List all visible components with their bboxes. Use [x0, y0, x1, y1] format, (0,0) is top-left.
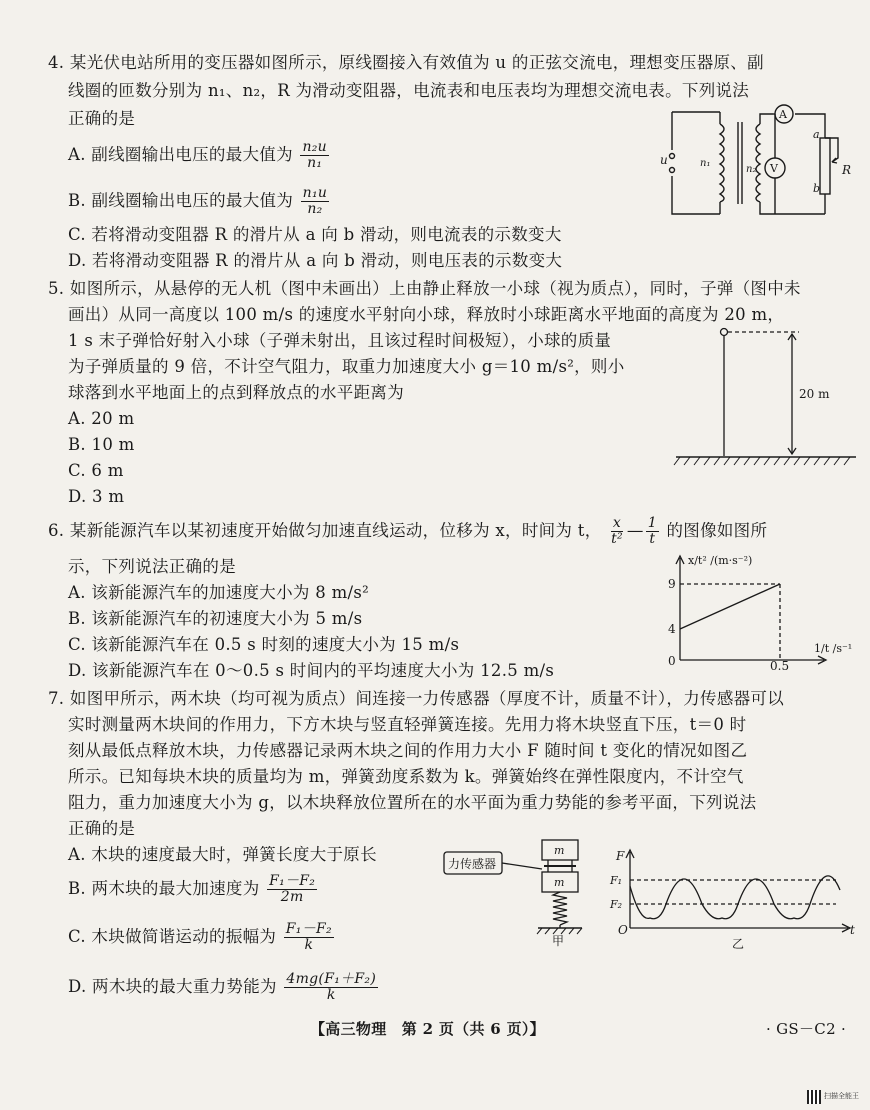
- q5-stem-line3: 1 s 末子弹恰好射入小球（子弹未射出，且该过程时间极短），小球的质量: [68, 331, 612, 350]
- q4-fig-n2-label: n₂: [746, 164, 757, 175]
- q6-fig-y4: 4: [668, 622, 676, 636]
- q7-fig-t-axis: t: [850, 923, 855, 937]
- q4-fig-voltmeter-label: V: [770, 162, 778, 175]
- q6-option-c: C. 该新能源汽车在 0.5 s 时刻的速度大小为 15 m/s: [68, 635, 460, 654]
- q7-option-c-num: F₁－F₂: [285, 921, 332, 937]
- scanner-watermark: 扫描全能王: [824, 1092, 859, 1100]
- q6-frac-x-t2-den: t²: [611, 531, 623, 547]
- scanner-qr-icon: [807, 1090, 821, 1104]
- q4-fig-ammeter-label: A: [779, 108, 787, 121]
- q6-frac-1-t: [646, 516, 659, 547]
- q7-option-d-den: k: [326, 987, 336, 1003]
- q7-stem-line4: 所示。已知每块木块的质量均为 m，弹簧劲度系数为 k。弹簧始终在弹性限度内，不计空气: [68, 767, 744, 786]
- q7-fig-yi-label: 乙: [732, 937, 745, 951]
- q6-dash: —: [626, 521, 644, 540]
- q7-option-c-text: C. 木块做简谐运动的振幅为: [68, 927, 277, 946]
- q6-frac-x-t2: [609, 516, 625, 547]
- q4-option-b-fraction: [301, 186, 330, 217]
- q7-stem-line2: 实时测量两木块间的作用力，下方木块与竖直轻弹簧连接。先用力将木块竖直下压，t＝0 时: [68, 715, 747, 734]
- q4-fig-a-label: a: [813, 128, 820, 141]
- q7-option-b-den: 2m: [280, 889, 304, 905]
- q5-stem-line2: 画出）从同一高度以 100 m/s 的速度水平射向小球，释放时小球距离水平地面的高度为 20 m，: [68, 305, 785, 324]
- q6-stem-line1-a: 6. 某新能源汽车以某初速度开始做匀加速直线运动，位移为 x，时间为 t，: [48, 521, 602, 540]
- q4-fig-u-label: u: [660, 153, 668, 167]
- q6-stem-line1: [48, 516, 767, 547]
- q6-option-d: D. 该新能源汽车在 0～0.5 s 时间内的平均速度大小为 12.5 m/s: [68, 661, 555, 680]
- q6-frac-x-t2-num: x: [612, 515, 622, 531]
- q7-option-c-den: k: [304, 937, 314, 953]
- q4-option-b-num: n₁u: [302, 185, 328, 201]
- q7-stem-line5: 阻力，重力加速度大小为 g，以木块释放位置所在的水平面为重力势能的参考平面，下列说法: [68, 793, 757, 812]
- q6-frac-1-t-num: 1: [647, 515, 657, 531]
- q6-option-b: B. 该新能源汽车的初速度大小为 5 m/s: [68, 609, 363, 628]
- q7-stem-line3: 刻从最低点释放木块，力传感器记录两木块之间的作用力大小 F 随时间 t 变化的情况如图乙: [68, 741, 748, 760]
- q7-option-d-num: 4mg(F₁＋F₂): [286, 971, 377, 987]
- q7-fig-upper-m: m: [554, 844, 565, 857]
- q4-option-c: C. 若将滑动变阻器 R 的滑片从 a 向 b 滑动，则电流表的示数变大: [68, 225, 562, 244]
- q4-stem-line2: 线圈的匝数分别为 n₁、n₂，R 为滑动变阻器，电流表和电压表均为理想交流电表。下列说法: [68, 81, 750, 100]
- q7-fig-lower-m: m: [554, 876, 565, 889]
- q4-option-d: D. 若将滑动变阻器 R 的滑片从 a 向 b 滑动，则电压表的示数变大: [68, 251, 563, 270]
- q6-fig-ylabel: x/t² /(m·s⁻²): [688, 554, 753, 567]
- q7-stem-line6: 正确的是: [68, 819, 136, 838]
- q7-fig-sensor-label: 力传感器: [448, 857, 497, 871]
- q7-option-a: A. 木块的速度最大时，弹簧长度大于原长: [68, 845, 377, 864]
- footer-code: · GS－C2 ·: [766, 1020, 847, 1038]
- q7-fig-f1: F₁: [610, 874, 623, 887]
- q6-option-a: A. 该新能源汽车的加速度大小为 8 m/s²: [68, 583, 370, 602]
- q6-fig-origin: 0: [668, 654, 676, 668]
- q7-fig-f2: F₂: [610, 898, 623, 911]
- q7-fig-jia-label: 甲: [552, 934, 565, 948]
- q5-option-c: C. 6 m: [68, 461, 124, 480]
- q4-fig-n1-label: n₁: [700, 158, 711, 169]
- q5-stem-line4: 为子弹质量的 9 倍，不计空气阻力，取重力加速度大小 g＝10 m/s²，则小: [68, 357, 625, 376]
- q7-fig-f-axis: F: [616, 849, 625, 863]
- q4-fig-b-label: b: [813, 182, 821, 195]
- q4-option-a-fraction: [300, 140, 329, 171]
- q5-option-a: A. 20 m: [68, 409, 135, 428]
- q7-option-d-text: D. 两木块的最大重力势能为: [68, 977, 277, 996]
- q7-option-b-num: F₁－F₂: [269, 873, 316, 889]
- q7-option-b: [68, 874, 319, 905]
- q6-fig-xlabel: 1/t /s⁻¹: [814, 642, 853, 655]
- q6-fig-x05: 0.5: [770, 659, 790, 673]
- q7-option-d-fraction: [284, 972, 378, 1003]
- q4-stem-line3: 正确的是: [68, 109, 136, 128]
- q7-figure-jia: [444, 836, 584, 946]
- q6-stem-line2: 示，下列说法正确的是: [68, 557, 236, 576]
- q5-option-d: D. 3 m: [68, 487, 125, 506]
- q6-frac-1-t-den: t: [649, 531, 656, 547]
- q6-graph: [664, 552, 860, 673]
- q5-fig-height-label: 20 m: [799, 387, 830, 401]
- q5-stem-line5: 球落到水平地面上的点到释放点的水平距离为: [68, 383, 404, 402]
- q4-fig-r-label: R: [842, 163, 852, 177]
- q7-option-d: [68, 972, 380, 1003]
- q4-option-a-num: n₂u: [302, 139, 327, 155]
- q7-option-c: [68, 922, 336, 953]
- q6-stem-line1-b: 的图像如图所: [666, 521, 768, 540]
- q7-fig-origin: O: [618, 923, 628, 937]
- q7-option-b-fraction: [267, 874, 317, 905]
- q7-figure-yi: [604, 846, 860, 952]
- q7-stem-line1: 7. 如图甲所示，两木块（均可视为质点）间连接一力传感器（厚度不计，质量不计），力传感器可以: [48, 689, 785, 708]
- footer-page-info: 【高三物理 第 2 页（共 6 页）】: [310, 1020, 545, 1038]
- q4-option-a-text: A. 副线圈输出电压的最大值为: [68, 145, 293, 164]
- q7-option-b-text: B. 两木块的最大加速度为: [68, 879, 260, 898]
- q4-option-b-den: n₂: [307, 201, 323, 217]
- q4-option-a-den: n₁: [307, 155, 323, 171]
- q5-option-b: B. 10 m: [68, 435, 135, 454]
- q4-option-b: [68, 186, 331, 217]
- q4-transformer-figure: [650, 102, 860, 222]
- q5-stem-line1: 5. 如图所示，从悬停的无人机（图中未画出）上由静止释放一小球（视为质点），同时，子弹（图中未: [48, 279, 801, 298]
- q7-option-c-fraction: [284, 922, 334, 953]
- q4-option-b-text: B. 副线圈输出电压的最大值为: [68, 191, 294, 210]
- q6-fig-y9: 9: [668, 577, 676, 591]
- q4-stem-line1: 4. 某光伏电站所用的变压器如图所示，原线圈接入有效值为 u 的正弦交流电，理想变压器原、副: [48, 53, 764, 72]
- q4-option-a: [68, 140, 331, 171]
- q5-drop-figure: [674, 322, 859, 472]
